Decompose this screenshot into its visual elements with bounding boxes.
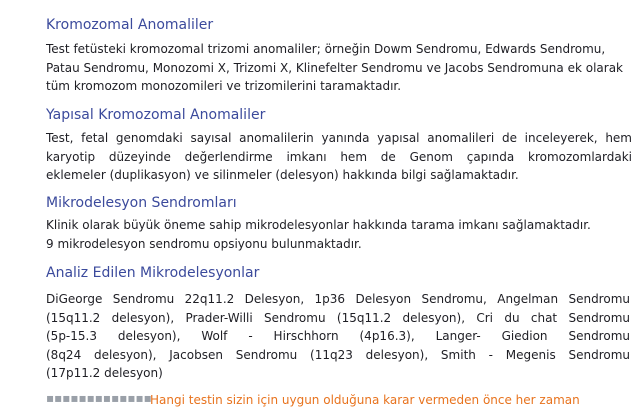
section-body-kromozomal-anomaliler (46, 40, 636, 96)
body-line: tüm kromozom monozomileri ve trizomilerini taramaktadır. (46, 79, 402, 93)
section-body-yapisal-anomaliler (46, 129, 632, 185)
body-line: karyotip düzeyinde değerlendirme imkanı hem de Genom çapında kromozomlardaki (46, 149, 632, 164)
body-line: eklemeler (duplikasyon) ve silinmeler (delesyon) hakkında bilgi sağlamaktadır. (46, 168, 519, 182)
footer-note: Hangi testin sizin için uygun olduğuna karar vermeden önce her zaman (150, 393, 580, 407)
section-body-analiz-edilen-mikrodelesyonlar (46, 290, 630, 383)
body-line: Test fetüsteki kromozomal trizomi anomaliler; örneğin Dowm Sendromu, Edwards Sendromu, (46, 42, 606, 56)
body-line: Patau Sendromu, Monozomi X, Trizomi X, Klinefelter Sendromu ve Jacobs Sendromuna ek olarak (46, 60, 623, 75)
section-title-mikrodelesyon-sendromlari: Mikrodelesyon Sendromları (46, 195, 237, 211)
body-line: (8q24 delesyon), Jacobsen Sendromu (11q23 delesyon), Smith - Megenis Sendromu (46, 347, 630, 362)
section-title-analiz-edilen-mikrodelesyonlar: Analiz Edilen Mikrodelesyonlar (46, 265, 260, 281)
body-line: DiGeorge Sendromu 22q11.2 Delesyon, 1p36 Delesyon Sendromu, Angelman Sendromu (46, 292, 630, 306)
section-title-yapisal-anomaliler: Yapısal Kromozomal Anomaliler (46, 107, 266, 123)
section-body-mikrodelesyon-sendromlari (46, 216, 636, 253)
body-line: Klinik olarak büyük öneme sahip mikrodelesyonlar hakkında tarama imkanı sağlamaktadır. (46, 218, 591, 232)
body-line: Test, fetal genomdaki sayısal anomalilerin yanında yapısal anomalileri de inceleyerek, hem (46, 131, 632, 145)
body-line: (15q11.2 delesyon), Prader-Willi Sendromu (15q11.2 delesyon), Cri du chat Sendromu (46, 310, 630, 325)
body-line: 9 mikrodelesyon sendromu opsiyonu bulunmaktadır. (46, 236, 362, 251)
section-title-kromozomal-anomaliler: Kromozomal Anomaliler (46, 17, 214, 33)
body-line: (5p-15.3 delesyon), Wolf - Hirschhorn (4p16.3), Langer- Giedion Sendromu (46, 329, 630, 343)
footer-faded-glyphs: ▪▪▪▪▪▪▪▪▪▪▪▪▪ (46, 391, 152, 405)
body-line: (17p11.2 delesyon) (46, 366, 163, 380)
footer-faded-text (46, 391, 152, 405)
